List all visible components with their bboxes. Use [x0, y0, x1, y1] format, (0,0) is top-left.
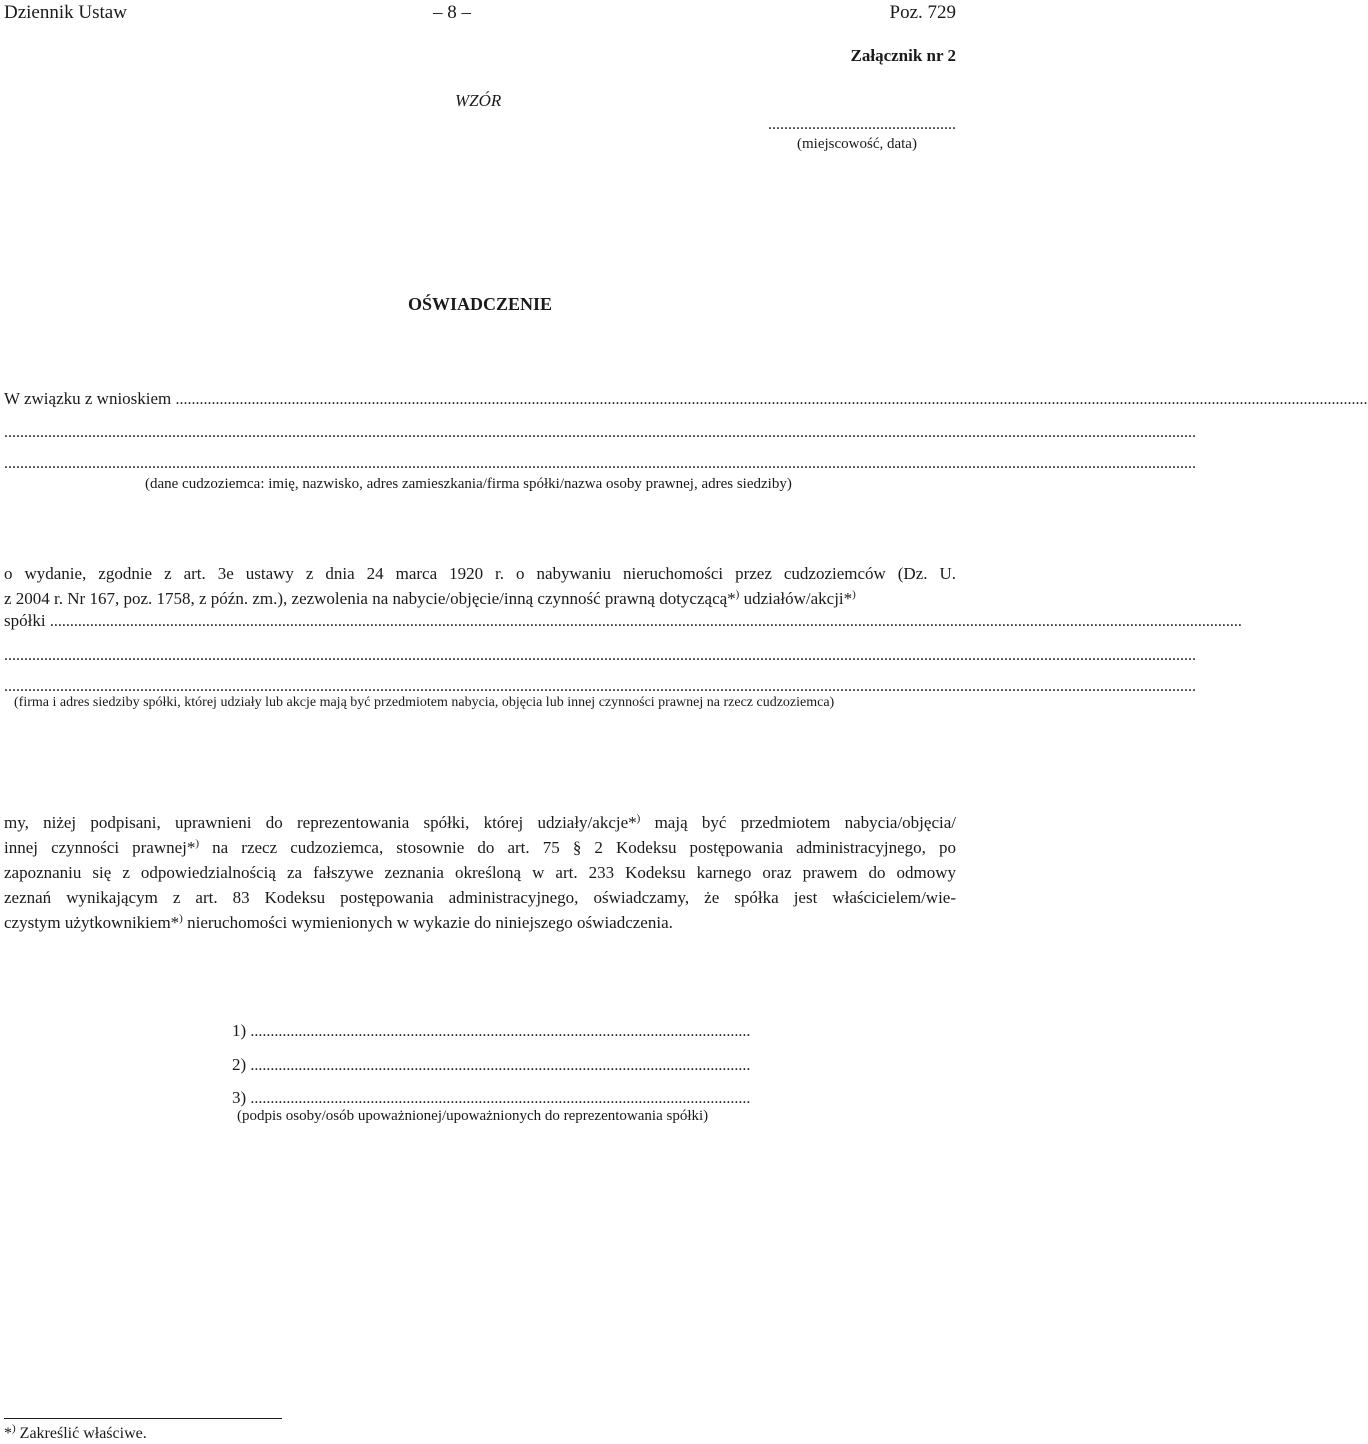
statement-line-2-text: z 2004 r. Nr 167, poz. 1758, z późn. zm.), zezwolenia na nabycie/objęcie/inną czynność prawną dotyczącą*	[4, 589, 736, 608]
annex-label: Załącznik nr 2	[850, 46, 956, 65]
request-line	[4, 389, 1368, 411]
statement-line-1: o wydanie, zgodnie z art. 3e ustawy z dnia 24 marca 1920 r. o nabywaniu nieruchomości przez cudzoziemców (Dz. U.	[4, 564, 956, 583]
request-dots-3[interactable]: ..........................................................................................................................................................................................................................................................................................................	[4, 455, 1196, 472]
footnote-separator	[4, 1418, 282, 1419]
company-line	[4, 611, 1242, 633]
document-title: OŚWIADCZENIE	[407, 294, 553, 314]
request-dots[interactable]: ..........................................................................................................................................................................................................................................................................................................	[175, 391, 1368, 408]
declaration-line-3: zapoznaniu się z odpowiedzialnością za fałszywe zeznania określoną w art. 233 Kodeksu karnego oraz prawem do odmowy	[4, 863, 956, 882]
request-lead: W związku z wnioskiem	[4, 389, 176, 408]
template-label: WZÓR	[455, 91, 502, 110]
declaration-paragraph	[4, 810, 956, 935]
footnote-ref: )	[852, 588, 856, 601]
footnote: *) Zakreślić właściwe.	[4, 1422, 147, 1442]
signature-caption: (podpis osoby/osób upoważnionej/upoważnionych do reprezentowania spółki)	[237, 1108, 709, 1124]
journal-name: Dziennik Ustaw	[4, 2, 127, 23]
signature-line-1[interactable]: 1) .............................................................................................................................	[232, 1021, 751, 1040]
declaration-line-4: zeznań wynikającym z art. 83 Kodeksu postępowania administracyjnego, oświadczamy, że spółka jest właścicielem/wie-	[4, 888, 956, 907]
statement-line-2	[4, 586, 956, 611]
request-caption: (dane cudzoziemca: imię, nazwisko, adres zamieszkania/firma spółki/nazwa osoby prawnej, adres siedziby)	[145, 476, 792, 492]
company-dots-3[interactable]: ..........................................................................................................................................................................................................................................................................................................	[4, 678, 1196, 695]
statement-line-2-text-b: udziałów/akcji*	[739, 589, 853, 608]
place-date-caption: (miejscowość, data)	[797, 136, 917, 152]
page-number: – 8 –	[433, 2, 471, 23]
declaration-line-1: my, niżej podpisani, uprawnieni do reprezentowania spółki, której udziały/akcje*) mają być przedmiotem nabycia/objęcia/	[4, 812, 956, 832]
company-lead: spółki	[4, 611, 50, 630]
section-sign-icon: §	[572, 838, 582, 857]
declaration-line-5: czystym użytkownikiem*) nieruchomości wymienionych w wykazie do niniejszego oświadczenia.	[4, 912, 673, 932]
declaration-line-2: innej czynności prawnej*) na rzecz cudzoziemca, stosownie do art. 75 § 2 Kodeksu postępowania administracyjnego, po	[4, 837, 957, 857]
signature-line-3[interactable]: 3) .............................................................................................................................	[232, 1088, 751, 1107]
signature-line-2[interactable]: 2) .............................................................................................................................	[232, 1055, 751, 1074]
company-caption: (firma i adres siedziby spółki, której udziały lub akcje mają być przedmiotem nabycia, objęcia lub innej czynności prawnej na rzecz cudzoziemca)	[14, 695, 835, 710]
footnote-ref: )	[735, 588, 740, 601]
company-dots-2[interactable]: ..........................................................................................................................................................................................................................................................................................................	[4, 647, 1196, 664]
place-date-dots[interactable]: ...............................................	[768, 116, 956, 133]
company-dots[interactable]: ..........................................................................................................................................................................................................................................................................................................	[49, 613, 1242, 630]
request-dots-2[interactable]: ..........................................................................................................................................................................................................................................................................................................	[4, 424, 1196, 441]
position-number: Poz. 729	[889, 2, 956, 23]
